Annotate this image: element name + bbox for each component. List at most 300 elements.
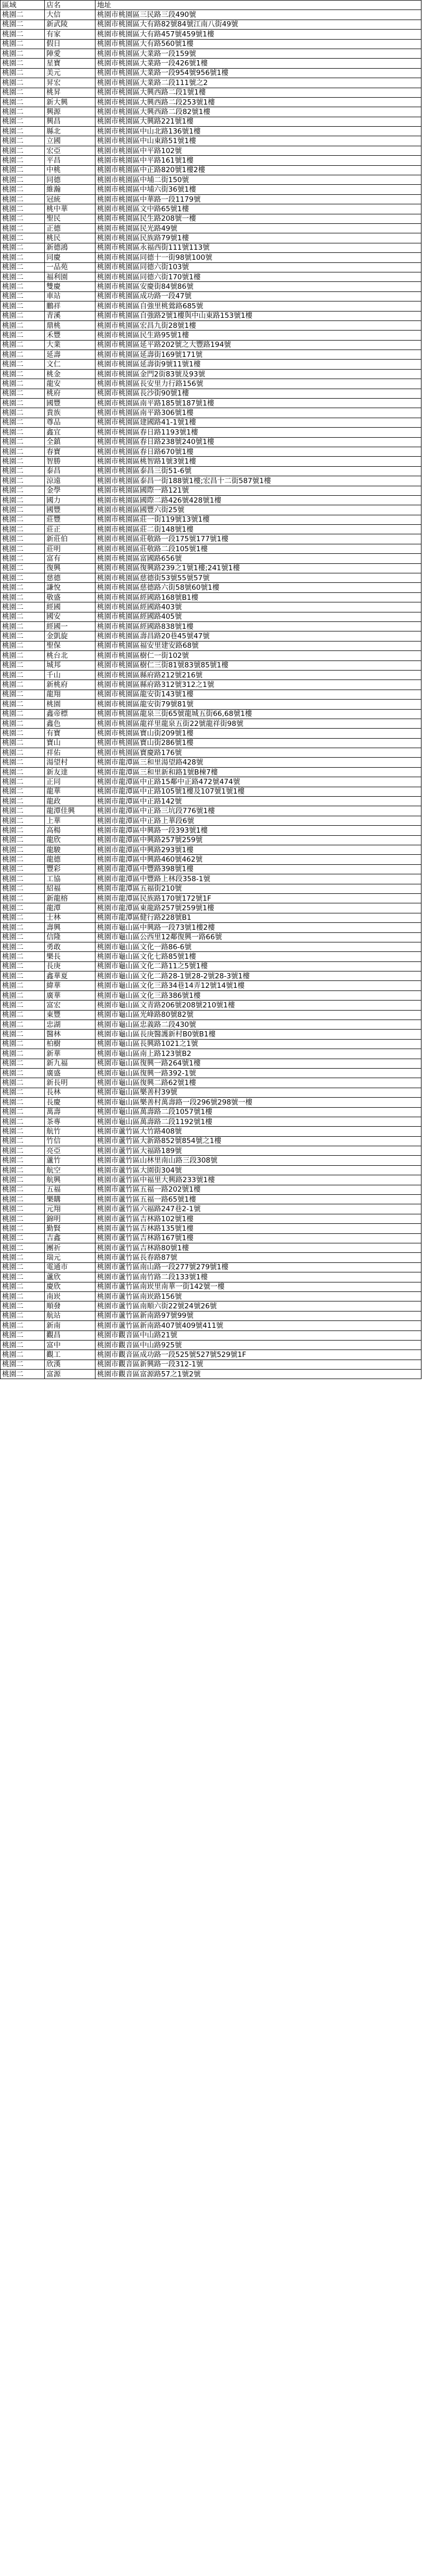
address-cell: 桃園市桃園區慈德街53號55號57號 — [95, 573, 421, 583]
region-cell: 桃園二 — [1, 214, 45, 223]
address-cell: 桃園市桃園區樹仁一街102號 — [95, 651, 421, 660]
table-row — [1, 1127, 421, 1136]
table-body — [1, 10, 421, 1379]
address-cell: 桃園市桃園區國際一路121號 — [95, 486, 421, 495]
address-cell: 桃園市蘆竹區五福一路202號1樓 — [95, 1185, 421, 1194]
address-cell: 桃園市桃園區國豐六街25號 — [95, 505, 421, 515]
address-cell: 桃園市桃園區大業路一段954號956號1樓 — [95, 68, 421, 78]
table-row — [1, 175, 421, 185]
table-row — [1, 592, 421, 602]
region-cell: 桃園二 — [1, 262, 45, 272]
table-row — [1, 874, 421, 884]
region-cell: 桃園二 — [1, 253, 45, 262]
store-name-cell: 電通市 — [45, 1262, 95, 1272]
region-cell: 桃園二 — [1, 350, 45, 360]
store-name-cell: 千山 — [45, 670, 95, 680]
store-name-cell: 茶專 — [45, 1117, 95, 1126]
region-cell: 桃園二 — [1, 729, 45, 738]
address-cell: 桃園市桃園區同德十一街98號100號 — [95, 253, 421, 262]
store-name-cell: 城邦 — [45, 660, 95, 670]
region-cell: 桃園二 — [1, 495, 45, 505]
table-row — [1, 165, 421, 175]
store-name-cell: 福利園 — [45, 272, 95, 281]
address-cell: 桃園市蘆竹區南順六街22號24號26號 — [95, 1301, 421, 1311]
store-name-cell: 富源 — [45, 1370, 95, 1379]
region-cell: 桃園二 — [1, 78, 45, 88]
address-cell: 桃園市蘆竹區大新路852號854號之1樓 — [95, 1136, 421, 1146]
address-cell: 桃園市桃園區春日路1193號1樓 — [95, 428, 421, 437]
store-name-cell: 新莊伯 — [45, 534, 95, 544]
address-cell: 桃園市龜山區長興路1021之1號 — [95, 1039, 421, 1049]
address-cell: 桃園市桃園區中山東路51號1樓 — [95, 136, 421, 146]
address-cell: 桃園市桃園區經國路403號 — [95, 602, 421, 612]
address-cell: 桃園市蘆竹區大園街304號 — [95, 1165, 421, 1175]
region-cell: 桃園二 — [1, 505, 45, 515]
address-cell: 桃園市龜山區樂善村萬壽路一段296號298號一樓 — [95, 1098, 421, 1107]
table-row — [1, 1224, 421, 1233]
table-row — [1, 612, 421, 621]
region-cell: 桃園二 — [1, 1370, 45, 1379]
region-cell: 桃園二 — [1, 175, 45, 185]
table-row — [1, 1039, 421, 1049]
region-cell: 桃園二 — [1, 797, 45, 806]
table-row — [1, 602, 421, 612]
store-name-cell: 延壽 — [45, 350, 95, 360]
table-row — [1, 525, 421, 534]
table-row — [1, 447, 421, 456]
address-cell: 桃園市桃園區同德六街103號 — [95, 262, 421, 272]
region-cell: 桃園二 — [1, 845, 45, 854]
region-cell: 桃園二 — [1, 651, 45, 660]
store-name-cell: 寶山 — [45, 738, 95, 748]
region-cell: 桃園二 — [1, 660, 45, 670]
store-name-cell: 工協 — [45, 874, 95, 884]
table-row — [1, 816, 421, 825]
table-row — [1, 49, 421, 58]
region-cell: 桃園二 — [1, 806, 45, 816]
region-cell: 桃園二 — [1, 1039, 45, 1049]
table-row — [1, 961, 421, 971]
region-cell: 桃園二 — [1, 331, 45, 340]
address-cell: 桃園市桃園區安慶街84號86號 — [95, 282, 421, 291]
region-cell: 桃園二 — [1, 136, 45, 146]
region-cell: 桃園二 — [1, 146, 45, 155]
store-name-cell: 莊豐 — [45, 515, 95, 524]
table-row — [1, 88, 421, 97]
table-row — [1, 369, 421, 379]
address-cell: 桃園市桃園區延壽街169號171號 — [95, 350, 421, 360]
region-cell: 桃園二 — [1, 1360, 45, 1369]
region-cell: 桃園二 — [1, 1001, 45, 1010]
region-cell: 桃園二 — [1, 156, 45, 165]
store-name-cell: 元翔 — [45, 1204, 95, 1214]
region-cell: 桃園二 — [1, 1253, 45, 1262]
address-cell: 桃園市龍潭區中興路257號259號 — [95, 835, 421, 845]
region-cell: 桃園二 — [1, 1107, 45, 1117]
store-name-cell: 金凱旋 — [45, 631, 95, 641]
region-cell: 桃園二 — [1, 1224, 45, 1233]
table-row — [1, 1136, 421, 1146]
store-name-cell: 新桃府 — [45, 680, 95, 690]
store-name-cell: 龍政 — [45, 797, 95, 806]
region-cell: 桃園二 — [1, 990, 45, 1000]
table-row — [1, 243, 421, 252]
address-cell: 桃園市龜山區文化七路85號1樓 — [95, 952, 421, 961]
table-row — [1, 1068, 421, 1078]
store-name-cell: 維瀚 — [45, 185, 95, 194]
table-row — [1, 787, 421, 796]
table-row — [1, 923, 421, 932]
store-name-cell: 長慶 — [45, 1098, 95, 1107]
table-row — [1, 952, 421, 961]
address-cell: 桃園市龍潭區五福街210號 — [95, 884, 421, 893]
store-name-cell: 桃民 — [45, 233, 95, 243]
store-name-cell: 一品苑 — [45, 262, 95, 272]
store-name-cell: 龍翔 — [45, 690, 95, 699]
address-cell: 桃園市蘆竹區山林里南山路三段308號 — [95, 1156, 421, 1165]
store-name-cell: 桃府 — [45, 389, 95, 398]
table-row — [1, 729, 421, 738]
table-row — [1, 1331, 421, 1340]
store-name-cell: 緯華 — [45, 981, 95, 990]
address-cell: 桃園市桃園區龍祥里龍泉五街22號龍祥街98號 — [95, 719, 421, 728]
address-cell: 桃園市桃園區大業路二段111號之2 — [95, 78, 421, 88]
region-cell: 桃園二 — [1, 127, 45, 136]
address-cell: 桃園市蘆竹區新南路97號99號 — [95, 1311, 421, 1320]
region-cell: 桃園二 — [1, 340, 45, 350]
store-name-cell: 觀工 — [45, 1350, 95, 1360]
address-cell: 桃園市龜山區文青路206號208號210號1樓 — [95, 1001, 421, 1010]
table-row — [1, 1204, 421, 1214]
address-cell: 桃園市蘆竹區五福一路65號1樓 — [95, 1195, 421, 1204]
region-cell: 桃園二 — [1, 1311, 45, 1320]
region-cell: 桃園二 — [1, 466, 45, 476]
address-cell: 桃園市桃園區大有路457號459號1樓 — [95, 30, 421, 39]
region-cell: 桃園二 — [1, 709, 45, 719]
table-row — [1, 146, 421, 155]
address-cell: 桃園市桃園區中華路一段1179號 — [95, 194, 421, 204]
table-row — [1, 641, 421, 650]
table-row — [1, 253, 421, 262]
region-cell: 桃園二 — [1, 777, 45, 787]
address-cell: 桃園市龍潭區中正路三坑段776號1樓 — [95, 806, 421, 816]
address-cell: 桃園市龜山區光峰路80號82號 — [95, 1010, 421, 1020]
region-cell: 桃園二 — [1, 835, 45, 845]
address-cell: 桃園市桃園區長沙街90號1樓 — [95, 389, 421, 398]
address-cell: 桃園市桃園區中埔六街36號1樓 — [95, 185, 421, 194]
table-row — [1, 758, 421, 767]
store-name-cell: 團祈 — [45, 1243, 95, 1253]
table-row — [1, 1146, 421, 1156]
store-name-cell: 高楊 — [45, 826, 95, 835]
address-cell: 桃園市蘆竹區南山路一段277號279號1樓 — [95, 1262, 421, 1272]
store-name-cell: 長庚 — [45, 961, 95, 971]
address-cell: 桃園市桃園區縣府路212號216號 — [95, 670, 421, 680]
table-row — [1, 476, 421, 486]
region-cell: 桃園二 — [1, 1010, 45, 1020]
region-cell: 桃園二 — [1, 117, 45, 126]
region-cell: 桃園二 — [1, 913, 45, 922]
address-cell: 桃園市蘆竹區南竹路二段133號1樓 — [95, 1272, 421, 1282]
store-name-cell: 桃園 — [45, 700, 95, 709]
address-cell: 桃園市龜山區樂善村39號 — [95, 1088, 421, 1097]
table-row — [1, 486, 421, 495]
region-cell: 桃園二 — [1, 49, 45, 58]
table-row — [1, 1282, 421, 1291]
address-cell: 桃園市龍潭區三和里新和路1號B棟7樓 — [95, 767, 421, 777]
table-row — [1, 39, 421, 49]
region-cell: 桃園二 — [1, 1088, 45, 1097]
region-cell: 桃園二 — [1, 602, 45, 612]
store-name-cell: 慶欣 — [45, 1282, 95, 1291]
table-row — [1, 428, 421, 437]
store-name-cell: 信隆 — [45, 932, 95, 942]
store-name-cell: 興昌 — [45, 117, 95, 126]
region-cell: 桃園二 — [1, 1078, 45, 1088]
store-name-cell: 吉鑫 — [45, 1233, 95, 1243]
table-row — [1, 30, 421, 39]
address-cell: 桃園市桃園區泰昌三街51-6號 — [95, 466, 421, 476]
address-cell: 桃園市桃園區大業路一段426號1樓 — [95, 59, 421, 68]
table-row — [1, 990, 421, 1000]
region-cell: 桃園二 — [1, 1350, 45, 1360]
table-row — [1, 583, 421, 592]
store-name-cell: 新南 — [45, 1321, 95, 1331]
store-name-cell: 平昌 — [45, 156, 95, 165]
store-name-cell: 新大興 — [45, 97, 95, 107]
table-row — [1, 136, 421, 146]
table-row — [1, 223, 421, 233]
region-cell: 桃園二 — [1, 486, 45, 495]
region-cell: 桃園二 — [1, 243, 45, 252]
table-row — [1, 282, 421, 291]
address-cell: 桃園市桃園區縣府路312號312之1號 — [95, 680, 421, 690]
store-name-cell: 五福 — [45, 1185, 95, 1194]
region-cell: 桃園二 — [1, 583, 45, 592]
table-row — [1, 1030, 421, 1039]
column-header-region: 區域 — [1, 1, 45, 10]
store-name-cell: 青溪 — [45, 311, 95, 320]
table-row — [1, 59, 421, 68]
address-cell: 桃園市桃園區文中路65號1樓 — [95, 204, 421, 214]
address-cell: 桃園市龜山區萬壽路二段1192號1樓 — [95, 1117, 421, 1126]
store-name-cell: 假日 — [45, 39, 95, 49]
table-row — [1, 1175, 421, 1185]
table-row — [1, 1272, 421, 1282]
store-name-cell: 宏亞 — [45, 146, 95, 155]
table-row — [1, 1360, 421, 1369]
region-cell: 桃園二 — [1, 525, 45, 534]
store-name-cell: 經國 — [45, 602, 95, 612]
table-row — [1, 204, 421, 214]
region-cell: 桃園二 — [1, 826, 45, 835]
region-cell: 桃園二 — [1, 738, 45, 748]
region-cell: 桃園二 — [1, 884, 45, 893]
store-name-cell: 湯望村 — [45, 758, 95, 767]
address-cell: 桃園市桃園區莊敬路二段105號1樓 — [95, 544, 421, 553]
store-name-cell: 有寶 — [45, 729, 95, 738]
store-name-cell: 新長明 — [45, 1078, 95, 1088]
store-name-cell: 龍華 — [45, 787, 95, 796]
table-row — [1, 1291, 421, 1301]
address-cell: 桃園市桃園區龍泉三街65號龍城五街66,68號1樓 — [95, 709, 421, 719]
store-name-cell: 柏樹 — [45, 1039, 95, 1049]
region-cell: 桃園二 — [1, 418, 45, 427]
table-row — [1, 1214, 421, 1223]
address-cell: 桃園市桃園區大有路82號84號江南八街49號 — [95, 20, 421, 29]
region-cell: 桃園二 — [1, 88, 45, 97]
table-row — [1, 301, 421, 311]
address-cell: 桃園市桃園區大興西路二段1號1樓 — [95, 88, 421, 97]
address-cell: 桃園市龍潭區健行路228號B1 — [95, 913, 421, 922]
address-cell: 桃園市桃園區慈德路六街58號60號1樓 — [95, 583, 421, 592]
store-name-cell: 大信 — [45, 10, 95, 20]
region-cell: 桃園二 — [1, 961, 45, 971]
region-cell: 桃園二 — [1, 1068, 45, 1078]
table-row — [1, 291, 421, 301]
store-name-cell: 正同 — [45, 777, 95, 787]
table-row — [1, 214, 421, 223]
table-row — [1, 466, 421, 476]
store-name-cell: 勤賢 — [45, 1224, 95, 1233]
region-cell: 桃園二 — [1, 1321, 45, 1331]
store-name-cell: 立國 — [45, 136, 95, 146]
address-cell: 桃園市桃園區春日路670號1樓 — [95, 447, 421, 456]
store-name-cell: 鑫宜 — [45, 428, 95, 437]
region-cell: 桃園二 — [1, 1030, 45, 1039]
region-cell: 桃園二 — [1, 1117, 45, 1126]
region-cell: 桃園二 — [1, 30, 45, 39]
store-name-cell: 航空 — [45, 1165, 95, 1175]
store-name-cell: 亮亞 — [45, 1146, 95, 1156]
address-cell: 桃園市桃園區自強路2號1樓與中山東路153號1樓 — [95, 311, 421, 320]
store-name-cell: 樂購 — [45, 1195, 95, 1204]
table-row — [1, 68, 421, 78]
region-cell: 桃園二 — [1, 748, 45, 758]
region-cell: 桃園二 — [1, 1175, 45, 1185]
store-name-cell: 昇宏 — [45, 78, 95, 88]
table-row — [1, 670, 421, 680]
store-name-cell: 金學 — [45, 486, 95, 495]
region-cell: 桃園二 — [1, 631, 45, 641]
region-cell: 桃園二 — [1, 1195, 45, 1204]
table-row — [1, 680, 421, 690]
table-row — [1, 554, 421, 563]
address-cell: 桃園市龜山區長庚醫護新村B0號B1樓 — [95, 1030, 421, 1039]
region-cell: 桃園二 — [1, 1233, 45, 1243]
table-row — [1, 185, 421, 194]
address-cell: 桃園市桃園區國際二路426號428號1樓 — [95, 495, 421, 505]
address-cell: 桃園市桃園區延平路202號之大豐路194號 — [95, 340, 421, 350]
address-cell: 桃園市龍潭區中正路142號 — [95, 797, 421, 806]
region-cell: 桃園二 — [1, 942, 45, 951]
store-name-cell: 尊品 — [45, 418, 95, 427]
column-header-store-name: 店名 — [45, 1, 95, 10]
table-row — [1, 1001, 421, 1010]
table-row — [1, 893, 421, 903]
table-row — [1, 748, 421, 758]
address-cell: 桃園市桃園區春日路238號240號1樓 — [95, 437, 421, 447]
address-cell: 桃園市桃園區永福西街111號113號 — [95, 243, 421, 252]
store-name-cell: 萬壽 — [45, 1107, 95, 1117]
table-row — [1, 127, 421, 136]
store-name-cell: 星寶 — [45, 59, 95, 68]
store-name-cell: 欣漢 — [45, 1360, 95, 1369]
table-row — [1, 320, 421, 330]
region-cell: 桃園二 — [1, 1331, 45, 1340]
table-row — [1, 1059, 421, 1068]
store-name-cell: 富有 — [45, 554, 95, 563]
region-cell: 桃園二 — [1, 291, 45, 301]
table-row — [1, 399, 421, 408]
store-name-cell: 東豐 — [45, 1010, 95, 1020]
store-name-cell: 順發 — [45, 1301, 95, 1311]
store-name-cell: 美元 — [45, 68, 95, 78]
region-cell: 桃園二 — [1, 758, 45, 767]
store-name-cell: 聖保 — [45, 641, 95, 650]
region-cell: 桃園二 — [1, 272, 45, 281]
address-cell: 桃園市桃園區龍安街143號1樓 — [95, 690, 421, 699]
store-name-cell: 勇敢 — [45, 942, 95, 951]
table-row — [1, 1117, 421, 1126]
address-cell: 桃園市桃園區中平路161號1樓 — [95, 156, 421, 165]
table-row — [1, 194, 421, 204]
table-row — [1, 767, 421, 777]
address-cell: 桃園市龜山區文化三路34巷14弄12號14號1樓 — [95, 981, 421, 990]
table-row — [1, 1233, 421, 1243]
table-row — [1, 107, 421, 117]
table-row — [1, 418, 421, 427]
address-cell: 桃園市觀音區富源路57之1號2號 — [95, 1370, 421, 1379]
address-cell: 桃園市桃園區民族路79號1樓 — [95, 233, 421, 243]
region-cell: 桃園二 — [1, 981, 45, 990]
table-row — [1, 700, 421, 709]
region-cell: 桃園二 — [1, 923, 45, 932]
store-name-cell: 龍潭 — [45, 903, 95, 913]
region-cell: 桃園二 — [1, 107, 45, 117]
table-row — [1, 1156, 421, 1165]
region-cell: 桃園二 — [1, 428, 45, 437]
table-row — [1, 1262, 421, 1272]
table-row — [1, 1195, 421, 1204]
store-name-cell: 經國一 — [45, 622, 95, 631]
table-row — [1, 797, 421, 806]
store-name-cell: 新德鴻 — [45, 243, 95, 252]
address-cell: 桃園市桃園區壽昌路20巷45號47號 — [95, 631, 421, 641]
table-row — [1, 719, 421, 728]
region-cell: 桃園二 — [1, 1136, 45, 1146]
store-name-cell: 中桃 — [45, 165, 95, 175]
address-cell: 桃園市桃園區莊敬路一段175號177號1樓 — [95, 534, 421, 544]
store-name-cell: 春寶 — [45, 447, 95, 456]
region-cell: 桃園二 — [1, 20, 45, 29]
region-cell: 桃園二 — [1, 457, 45, 466]
table-row — [1, 1078, 421, 1088]
region-cell: 桃園二 — [1, 554, 45, 563]
region-cell: 桃園二 — [1, 1204, 45, 1214]
store-name-cell: 國豐 — [45, 399, 95, 408]
table-row — [1, 1185, 421, 1194]
store-name-cell: 桃台北 — [45, 651, 95, 660]
address-cell: 桃園市桃園區寶慶路176號 — [95, 748, 421, 758]
table-row — [1, 1370, 421, 1379]
store-name-cell: 醫林 — [45, 1030, 95, 1039]
store-name-cell: 智勝 — [45, 457, 95, 466]
region-cell: 桃園二 — [1, 893, 45, 903]
address-cell: 桃園市龜山區文化二路28-1號28-2號28-3號1樓 — [95, 971, 421, 981]
store-name-cell: 正德 — [45, 223, 95, 233]
store-name-cell: 國力 — [45, 495, 95, 505]
